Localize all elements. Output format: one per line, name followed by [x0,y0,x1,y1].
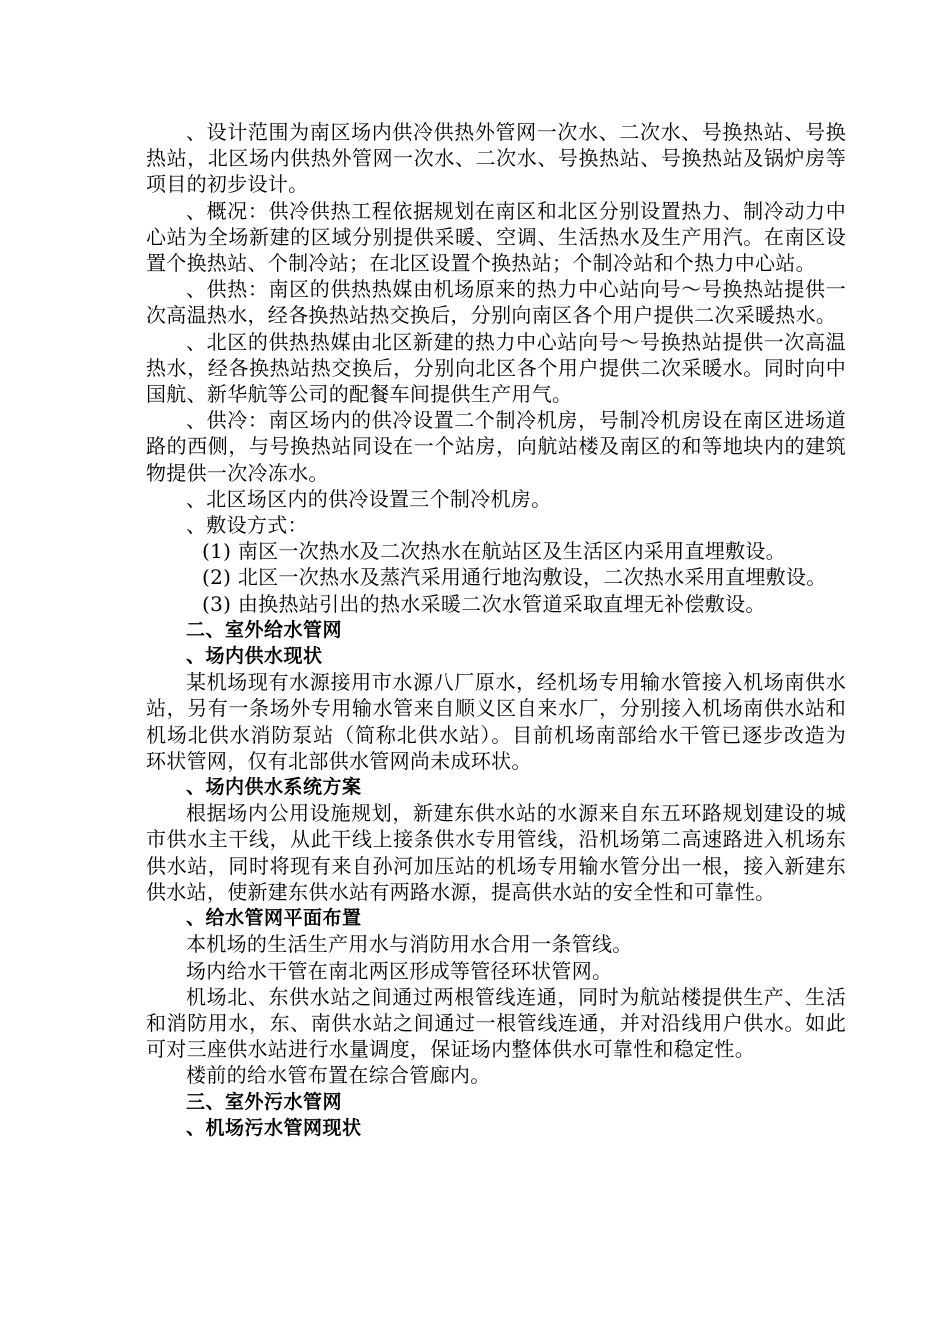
subheading-sewage-status: 、机场污水管网现状 [186,1116,362,1139]
subheading-network-layout: 、给水管网平面布置 [186,907,362,930]
paragraph-overview: 、概况：供冷供热工程依据规划在南区和北区分别设置热力、制冷动力中心站为全场新建的区域分别提供采暖、空调、生活热水及生产用汽。在南区设置个换热站、个制冷站；在北区设置个换热站；个制冷站和个热力中心站。 [146,198,846,276]
paragraph-cooling-south: 、供冷：南区场内的供冷设置二个制冷机房，号制冷机房设在南区进场道路的西侧，与号换热站同设在一个站房，向航站楼及南区的和等地块内的建筑物提供一次冷冻水。 [146,408,846,485]
paragraph-supply-status: 某机场现有水源接用市水源八厂原水，经机场专用输水管接入机场南供水站，另有一条场外专用输水管来自顺义区自来水厂，分别接入机场南供水站和机场北供水消防泵站（简称北供水站）。目前机场南部给水干管已逐步改造为环状管网，仅有北部供水管网尚未成环状。 [146,670,846,773]
paragraph-design-scope: 、设计范围为南区场内供冷供热外管网一次水、二次水、号换热站、号换热站，北区场内供热外管网一次水、二次水、号换热站、号换热站及锅炉房等项目的初步设计。 [146,120,846,197]
paragraph-heating-south: 、供热：南区的供热热媒由机场原来的热力中心站向号～号换热站提供一次高温热水，经各换热站热交换后，分别向南区各个用户提供二次采暖热水。 [146,277,846,328]
laying-item-3: (3) 由换热站引出的热水采暖二次水管道采取直埋无补偿敷设。 [202,591,766,616]
subheading-supply-status: 、场内供水现状 [186,645,323,668]
laying-item-1: (1) 南区一次热水及二次热水在航站区及生活区内采用直埋敷设。 [202,539,786,564]
section-heading-sewage: 三、室外污水管网 [186,1090,343,1113]
paragraph-utility-tunnel: 楼前的给水管布置在综合管廊内。 [186,1063,491,1088]
section-heading-water-supply: 二、室外给水管网 [186,618,343,641]
laying-item-2: (2) 北区一次热水及蒸汽采用通行地沟敷设，二次热水采用直埋敷设。 [202,565,827,590]
paragraph-shared-pipeline: 本机场的生活生产用水与消防用水合用一条管线。 [186,932,633,957]
paragraph-supply-scheme: 根据场内公用设施规划，新建东供水站的水源来自东五环路规划建设的城市供水主干线，从此干线上接条供水专用管线，沿机场第二高速路进入机场东供水站，同时将现有来自孙河加压站的机场专用输水管分出一根，接入新建东供水站，使新建东供水站有两路水源，提高供水站的安全性和可靠性。 [146,801,846,904]
paragraph-heating-north: 、北区的供热热媒由北区新建的热力中心站向号～号换热站提供一次高温热水，经各换热站热交换后，分别向北区各个用户提供二次采暖水。同时向中国航、新华航等公司的配餐车间提供生产用气。 [146,329,846,407]
subheading-supply-scheme: 、场内供水系统方案 [186,776,362,799]
paragraph-laying-method: 、敷设方式： [186,513,308,538]
document-page [146,119,846,1141]
paragraph-station-connection: 机场北、东供水站之间通过两根管线连通，同时为航站楼提供生产、生活和消防用水，东、南供水站之间通过一根管线连通，并对沿线用户供水。如此可对三座供水站进行水量调度，保证场内整体供水可靠性和稳定性。 [146,984,846,1062]
paragraph-cooling-north: 、北区场区内的供冷设置三个制冷机房。 [186,486,552,511]
paragraph-ring-network: 场内给水干管在南北两区形成等管径环状管网。 [186,958,613,983]
